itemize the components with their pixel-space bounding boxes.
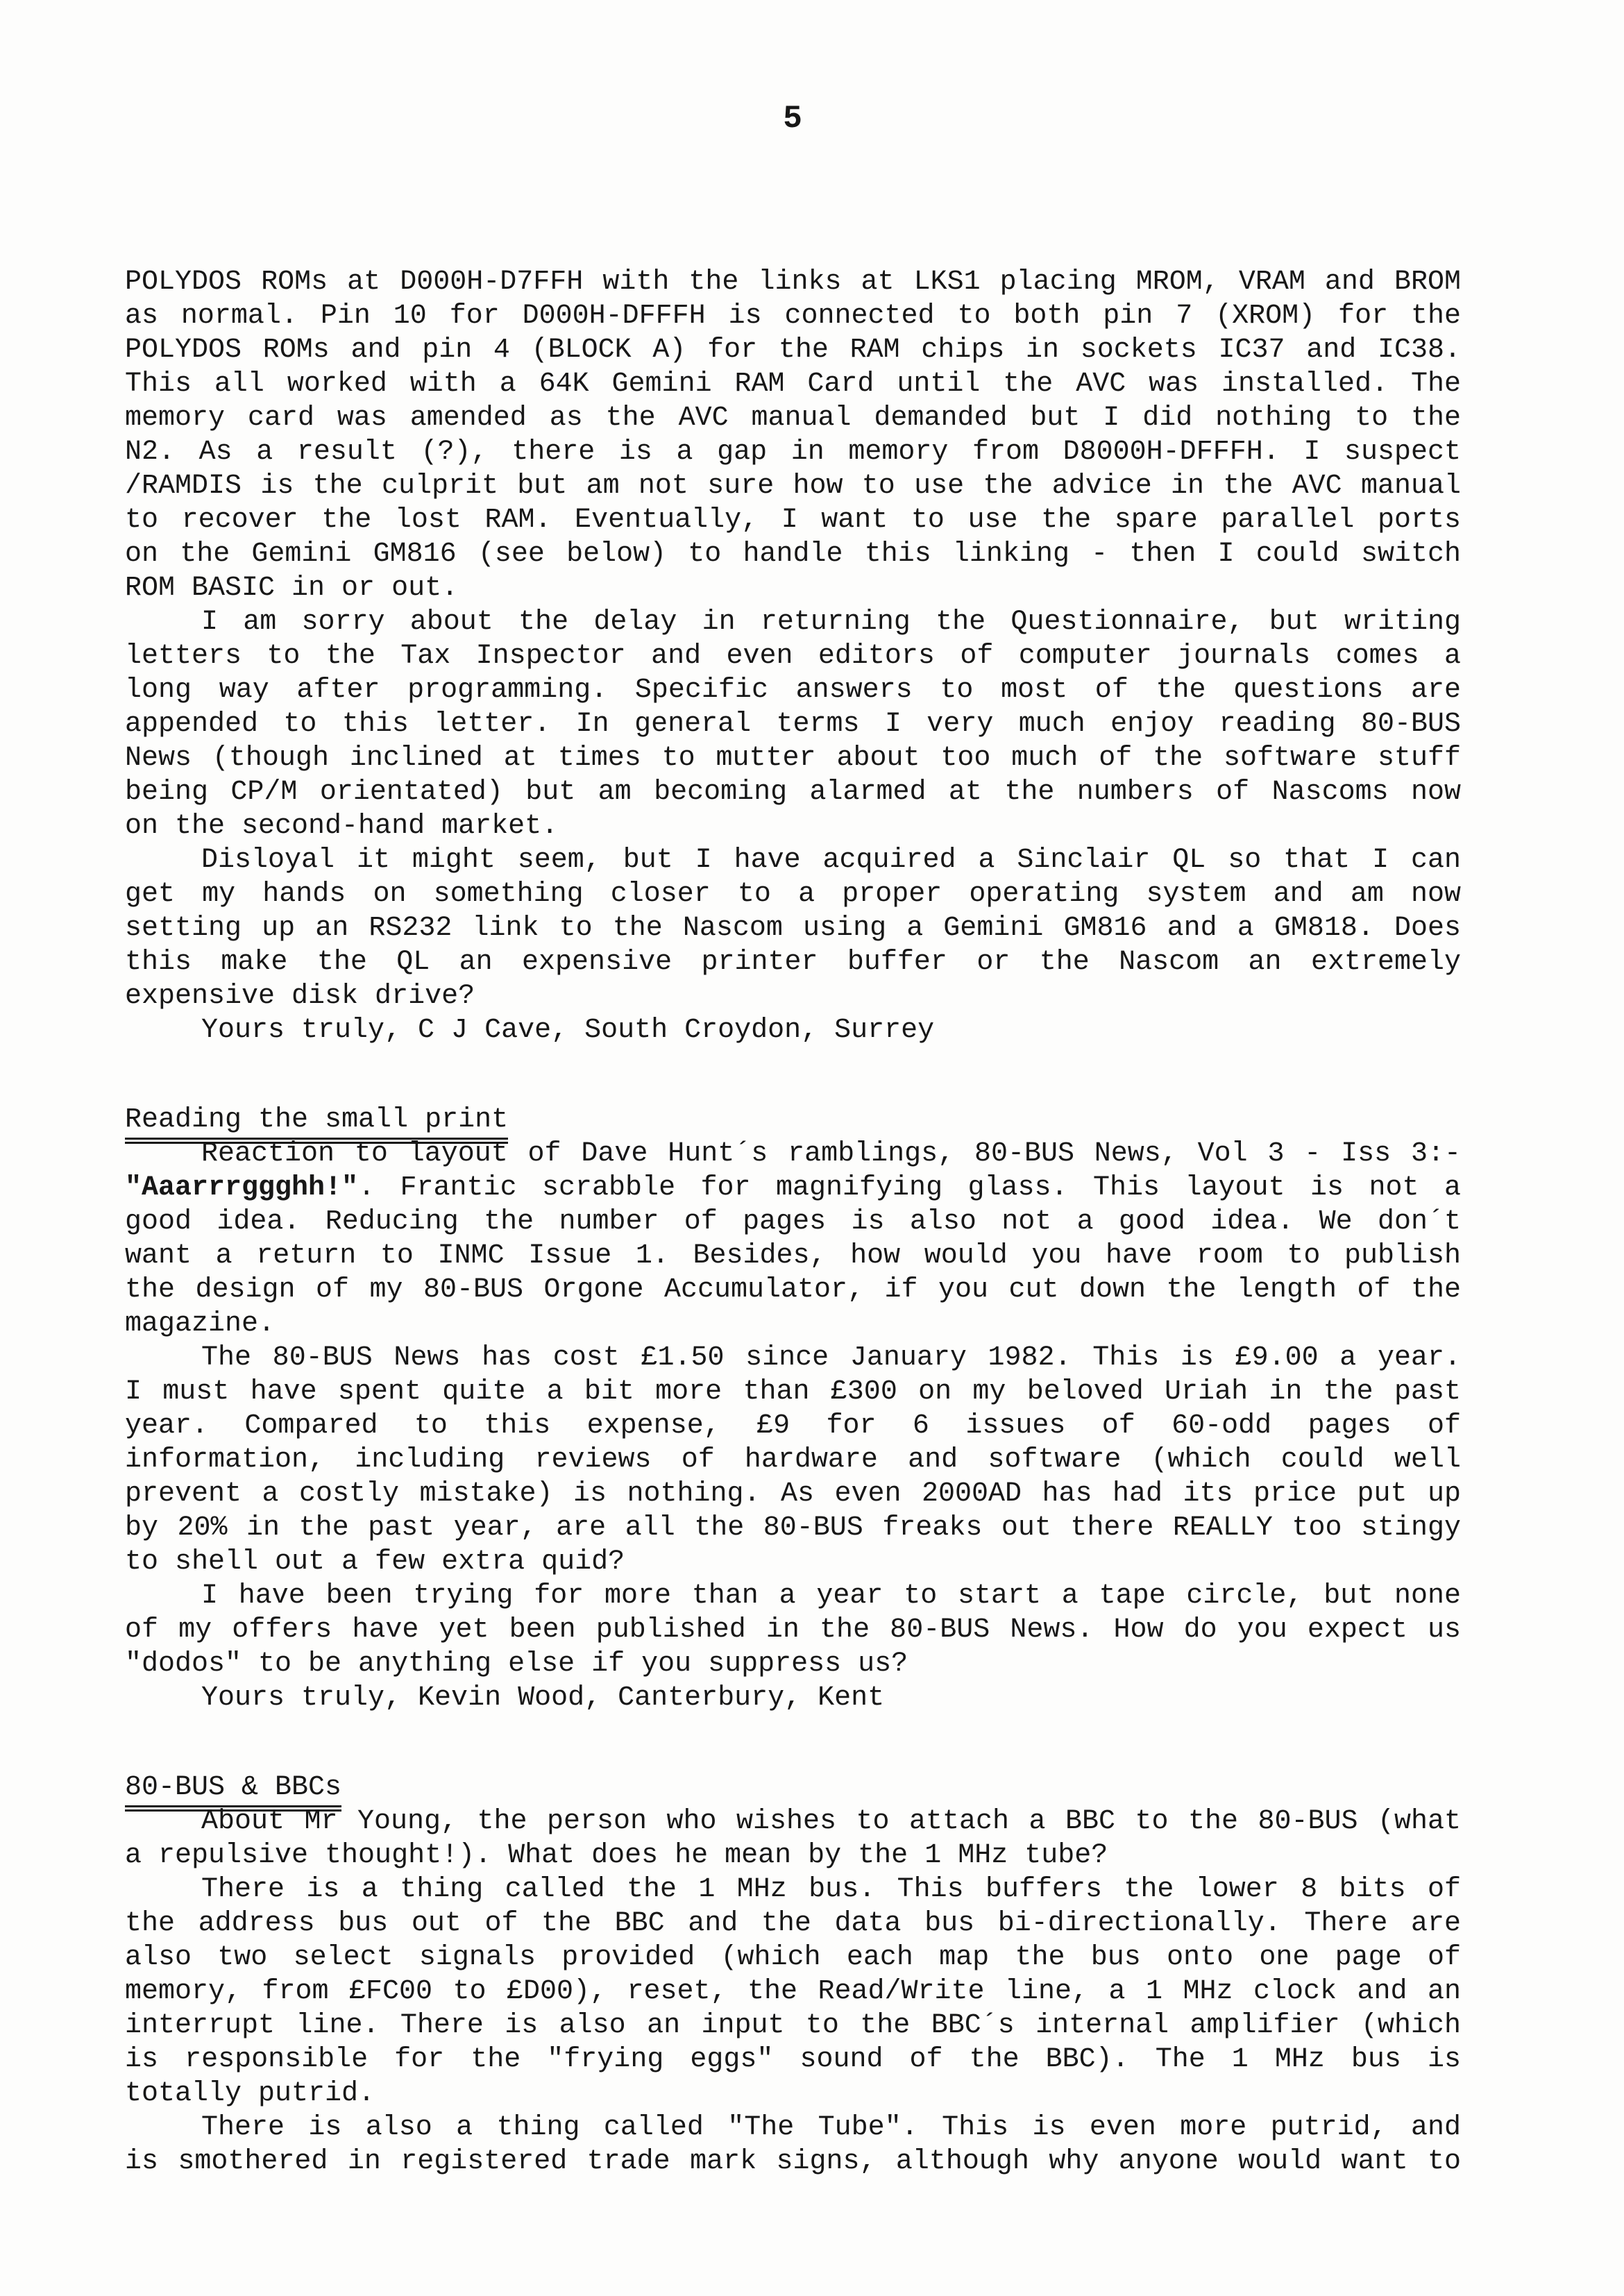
text-span: to recover the lost RAM. Eventually, I want to use the spare parallel ports [125, 505, 1461, 536]
text-line [125, 911, 1461, 945]
text-span: Reaction to layout of Dave Hunt´s ramblings, 80-BUS News, Vol 3 - Iss 3:- [201, 1138, 1461, 1170]
text-line [125, 843, 1461, 877]
text-line [125, 639, 1461, 673]
text-span: get my hands on something closer to a proper operating system and am now [125, 879, 1461, 910]
text-line [125, 1545, 1461, 1579]
text-span: by 20% in the past year, are all the 80-BUS freaks out there REALLY too stingy [125, 1512, 1461, 1544]
text-span: /RAMDIS is the culprit but am not sure how to use the advice in the AVC manual [125, 471, 1461, 502]
text-span: good idea. Reducing the number of pages is also not a good idea. We don´t [125, 1206, 1461, 1238]
text-line [125, 809, 1461, 843]
text-line [125, 1375, 1461, 1409]
letter-body [125, 265, 1461, 2179]
text-line [125, 2043, 1461, 2077]
text-span: letters to the Tax Inspector and even editors of computer journals comes a [125, 641, 1461, 672]
text-line [125, 1341, 1461, 1375]
text-line [125, 503, 1461, 537]
text-span: information, including reviews of hardware and software (which could well [125, 1444, 1461, 1476]
text-span: on the second-hand market. [125, 811, 559, 842]
text-line [125, 469, 1461, 503]
text-line [125, 605, 1461, 639]
text-span: appended to this letter. In general terms I very much enjoy reading 80-BUS [125, 709, 1461, 740]
text-span: totally putrid. [125, 2078, 375, 2109]
text-span: a repulsive thought!). What does he mean by the 1 MHz tube? [125, 1840, 1108, 1871]
page-number: 5 [783, 101, 803, 137]
text-span: magazine. [125, 1308, 276, 1340]
text-line [125, 1941, 1461, 1975]
text-line [125, 1477, 1461, 1511]
bold-text: "Aaarrrggghh!" [125, 1172, 359, 1204]
text-span: I must have spent quite a bit more than £300 on my beloved Uriah in the past [125, 1376, 1461, 1408]
text-line [125, 435, 1461, 469]
text-span: This all worked with a 64K Gemini RAM Card until the AVC was installed. The [125, 369, 1461, 400]
text-span: memory card was amended as the AVC manual demanded but I did nothing to the [125, 403, 1461, 434]
text-span: of my offers have yet been published in the 80-BUS News. How do you expect us [125, 1614, 1461, 1646]
text-span: "dodos" to be anything else if you suppress us? [125, 1648, 908, 1680]
text-span: . Frantic scrabble for magnifying glass. This layout is not a [358, 1172, 1461, 1204]
text-span: also two select signals provided (which each map the bus onto one page of [125, 1942, 1461, 1973]
text-span: I am sorry about the delay in returning the Questionnaire, but writing [201, 607, 1461, 638]
text-line [125, 1205, 1461, 1239]
section-heading-text: 80-BUS & BBCs [125, 1771, 341, 1812]
text-line [125, 877, 1461, 911]
text-line [125, 1511, 1461, 1545]
text-span: this make the QL an expensive printer buffer or the Nascom an extremely [125, 947, 1461, 978]
text-span: Disloyal it might seem, but I have acquired a Sinclair QL so that I can [201, 845, 1461, 876]
text-line [125, 741, 1461, 775]
text-line [125, 571, 1461, 605]
text-span: to shell out a few extra quid? [125, 1546, 625, 1578]
text-line [125, 537, 1461, 571]
text-line [125, 1579, 1461, 1613]
text-span: I have been trying for more than a year to start a tape circle, but none [201, 1580, 1461, 1612]
text-span: long way after programming. Specific answers to most of the questions are [125, 675, 1461, 706]
text-line [125, 2111, 1461, 2145]
text-span: memory, from £FC00 to £D00), reset, the Read/Write line, a 1 MHz clock and an [125, 1976, 1461, 2007]
text-line [125, 265, 1461, 299]
text-line [125, 707, 1461, 741]
text-line [125, 673, 1461, 707]
text-span: ROM BASIC in or out. [125, 573, 459, 604]
text-line [125, 1239, 1461, 1273]
text-span: want a return to INMC Issue 1. Besides, how would you have room to publish [125, 1240, 1461, 1272]
text-span: interrupt line. There is also an input to the BBC´s internal amplifier (which [125, 2010, 1461, 2041]
text-span: The 80-BUS News has cost £1.50 since January 1982. This is £9.00 a year. [201, 1342, 1461, 1374]
text-span: N2. As a result (?), there is a gap in memory from D8000H-DFFFH. I suspect [125, 437, 1461, 468]
text-line [125, 1681, 1461, 1715]
text-line [125, 1647, 1461, 1681]
text-span: News (though inclined at times to mutter about too much of the software stuff [125, 743, 1461, 774]
text-span: expensive disk drive? [125, 981, 475, 1012]
text-line [125, 1907, 1461, 1941]
text-span: Yours truly, Kevin Wood, Canterbury, Kent [201, 1682, 885, 1714]
text-line [125, 979, 1461, 1013]
text-line [125, 1613, 1461, 1647]
text-line [125, 1409, 1461, 1443]
text-span: prevent a costly mistake) is nothing. As even 2000AD has had its price put up [125, 1478, 1461, 1510]
text-line [125, 401, 1461, 435]
text-line [125, 1307, 1461, 1341]
text-line [125, 1013, 1461, 1047]
text-line [125, 1137, 1461, 1171]
text-span: About Mr Young, the person who wishes to attach a BBC to the 80-BUS (what [201, 1806, 1461, 1837]
text-line [125, 299, 1461, 333]
text-span: is smothered in registered trade mark signs, although why anyone would want to [125, 2146, 1461, 2177]
text-line [125, 333, 1461, 367]
text-line [125, 1873, 1461, 1907]
text-line [125, 1443, 1461, 1477]
text-line [125, 2009, 1461, 2043]
text-span: There is also a thing called "The Tube". This is even more putrid, and [201, 2112, 1461, 2143]
text-line [125, 945, 1461, 979]
text-line [125, 2145, 1461, 2179]
text-line [125, 1839, 1461, 1873]
text-span: POLYDOS ROMs at D000H-D7FFH with the links at LKS1 placing MROM, VRAM and BROM [125, 267, 1461, 298]
text-span: the design of my 80-BUS Orgone Accumulator, if you cut down the length of the [125, 1274, 1461, 1306]
section-heading [125, 1771, 1461, 1805]
section-heading [125, 1103, 1461, 1137]
text-span: Yours truly, C J Cave, South Croydon, Surrey [201, 1015, 935, 1046]
text-line [125, 1273, 1461, 1307]
text-span: year. Compared to this expense, £9 for 6 issues of 60-odd pages of [125, 1410, 1461, 1442]
section-heading-text: Reading the small print [125, 1103, 508, 1144]
text-span: setting up an RS232 link to the Nascom using a Gemini GM816 and a GM818. Does [125, 913, 1461, 944]
text-line [125, 2077, 1461, 2111]
text-line [125, 1805, 1461, 1839]
text-line [125, 1171, 1461, 1205]
text-line [125, 1975, 1461, 2009]
text-line [125, 367, 1461, 401]
text-span: There is a thing called the 1 MHz bus. This buffers the lower 8 bits of [201, 1874, 1461, 1905]
text-span: as normal. Pin 10 for D000H-DFFFH is connected to both pin 7 (XROM) for the [125, 301, 1461, 332]
text-span: being CP/M orientated) but am becoming alarmed at the numbers of Nascoms now [125, 777, 1461, 808]
text-span: on the Gemini GM816 (see below) to handle this linking - then I could switch [125, 539, 1461, 570]
text-line [125, 775, 1461, 809]
text-span: the address bus out of the BBC and the data bus bi-directionally. There are [125, 1908, 1461, 1939]
text-span: POLYDOS ROMs and pin 4 (BLOCK A) for the RAM chips in sockets IC37 and IC38. [125, 335, 1461, 366]
text-span: is responsible for the "frying eggs" sound of the BBC). The 1 MHz bus is [125, 2044, 1461, 2075]
